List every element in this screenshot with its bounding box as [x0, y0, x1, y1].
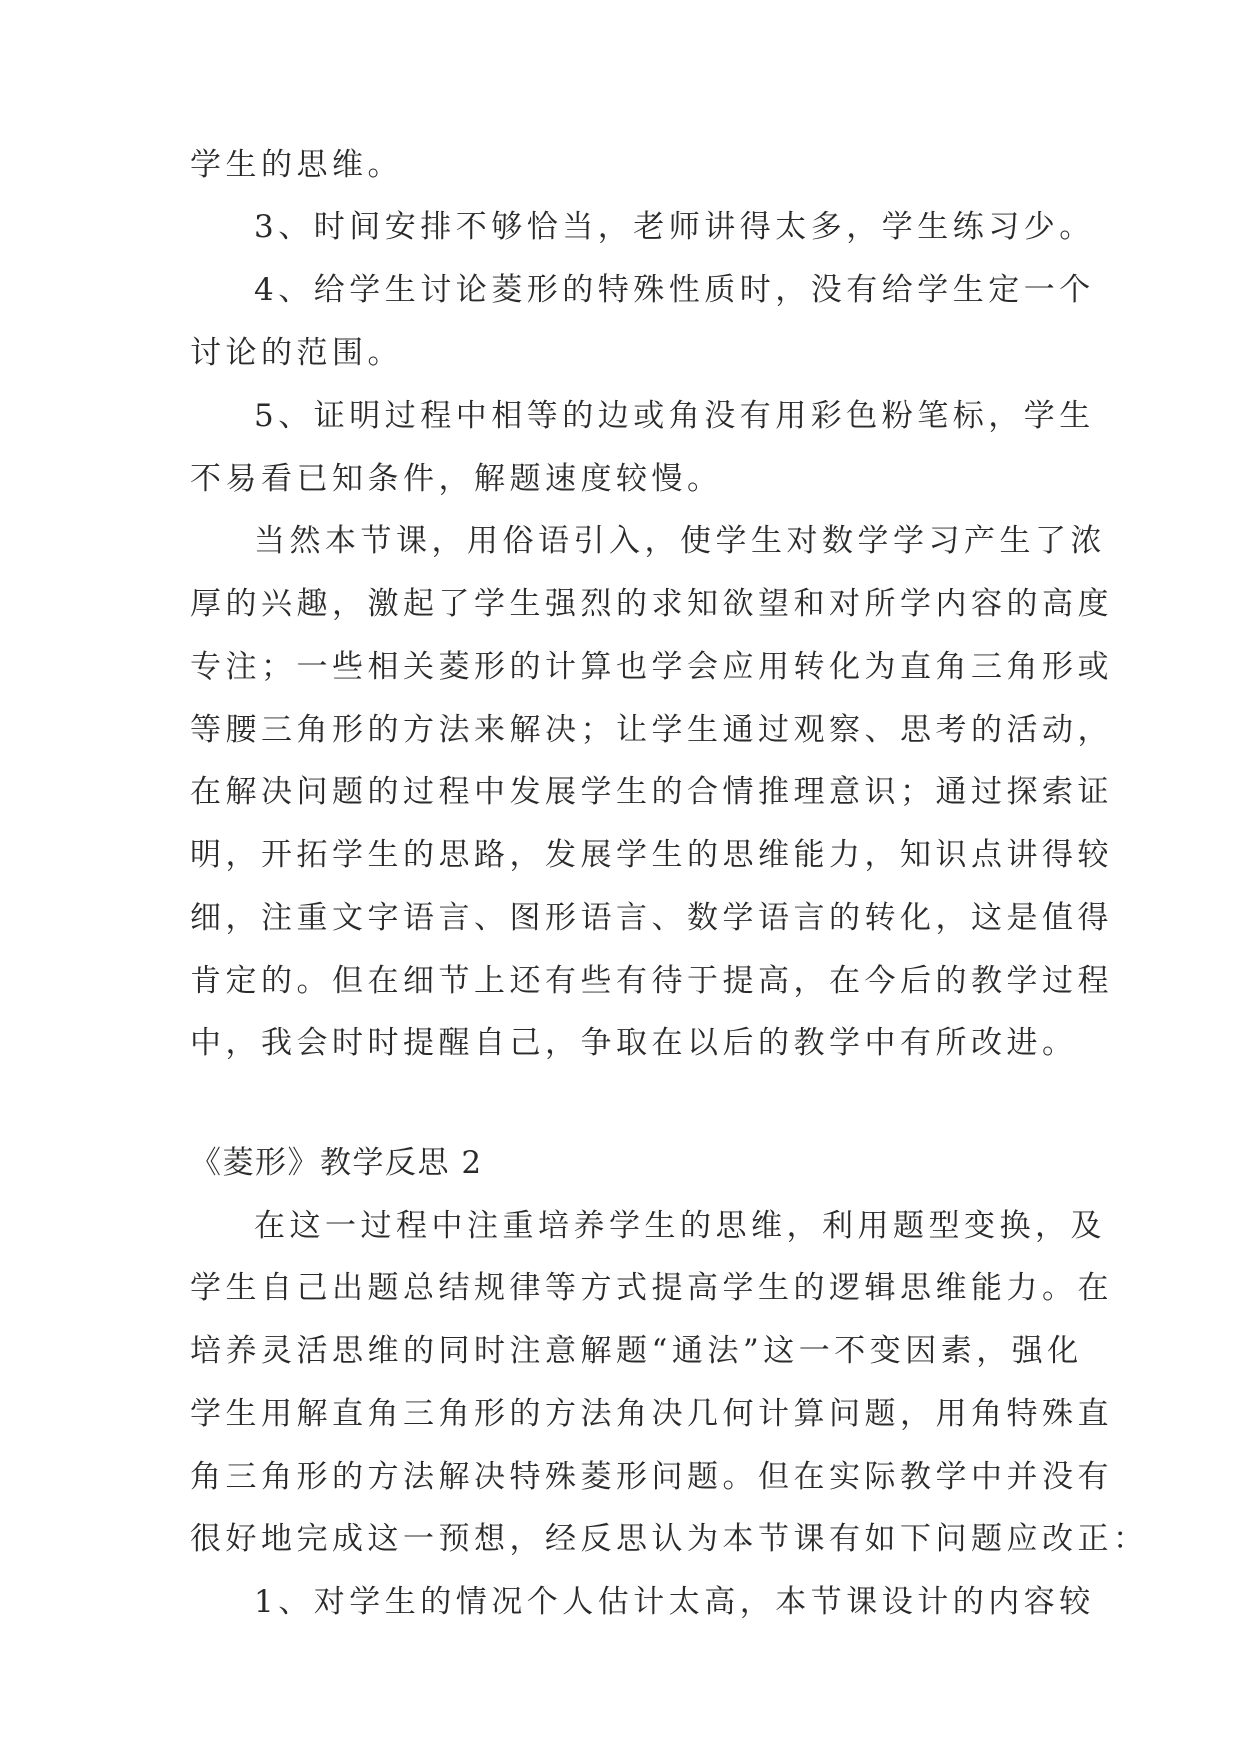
text-line: 厚的兴趣，激起了学生强烈的求知欲望和对所学内容的高度 — [190, 586, 1113, 622]
text-line: 细，注重文字语言、图形语言、数学语言的转化，这是值得 — [190, 900, 1113, 936]
text-line: 中，我会时时提醒自己，争取在以后的教学中有所改进。 — [190, 1025, 1078, 1061]
text-line: 很好地完成这一预想，经反思认为本节课有如下问题应改正： — [190, 1521, 1149, 1557]
text-line: 学生的思维。 — [190, 147, 403, 183]
text-line: 角三角形的方法解决特殊菱形问题。但在实际教学中并没有 — [190, 1459, 1113, 1495]
text-line: 明，开拓学生的思路，发展学生的思维能力，知识点讲得较 — [190, 837, 1113, 873]
text-line: 学生自己出题总结规律等方式提高学生的逻辑思维能力。在 — [190, 1270, 1113, 1306]
text-line: 在这一过程中注重培养学生的思维，利用题型变换，及 — [254, 1208, 1106, 1244]
section-heading: 《菱形》教学反思 2 — [190, 1145, 483, 1181]
text-line: 3、时间安排不够恰当，老师讲得太多，学生练习少。 — [254, 209, 1095, 245]
text-line: 讨论的范围。 — [190, 335, 403, 371]
text-line: 培养灵活思维的同时注意解题“通法”这一不变因素，强化 — [190, 1333, 1083, 1369]
text-line: 在解决问题的过程中发展学生的合情推理意识；通过探索证 — [190, 774, 1113, 810]
text-line: 等腰三角形的方法来解决；让学生通过观察、思考的活动， — [190, 712, 1113, 748]
text-line: 4、给学生讨论菱形的特殊性质时，没有给学生定一个 — [254, 272, 1095, 308]
text-line: 1、对学生的情况个人估计太高，本节课设计的内容较 — [254, 1584, 1095, 1620]
text-line: 不易看已知条件，解题速度较慢。 — [190, 461, 723, 497]
text-line: 学生用解直角三角形的方法角决几何计算问题，用角特殊直 — [190, 1396, 1113, 1432]
text-line: 当然本节课，用俗语引入，使学生对数学学习产生了浓 — [254, 523, 1106, 559]
text-line: 专注；一些相关菱形的计算也学会应用转化为直角三角形或 — [190, 649, 1113, 685]
text-line: 5、证明过程中相等的边或角没有用彩色粉笔标，学生 — [254, 398, 1095, 434]
text-line: 肯定的。但在细节上还有些有待于提高，在今后的教学过程 — [190, 963, 1113, 999]
